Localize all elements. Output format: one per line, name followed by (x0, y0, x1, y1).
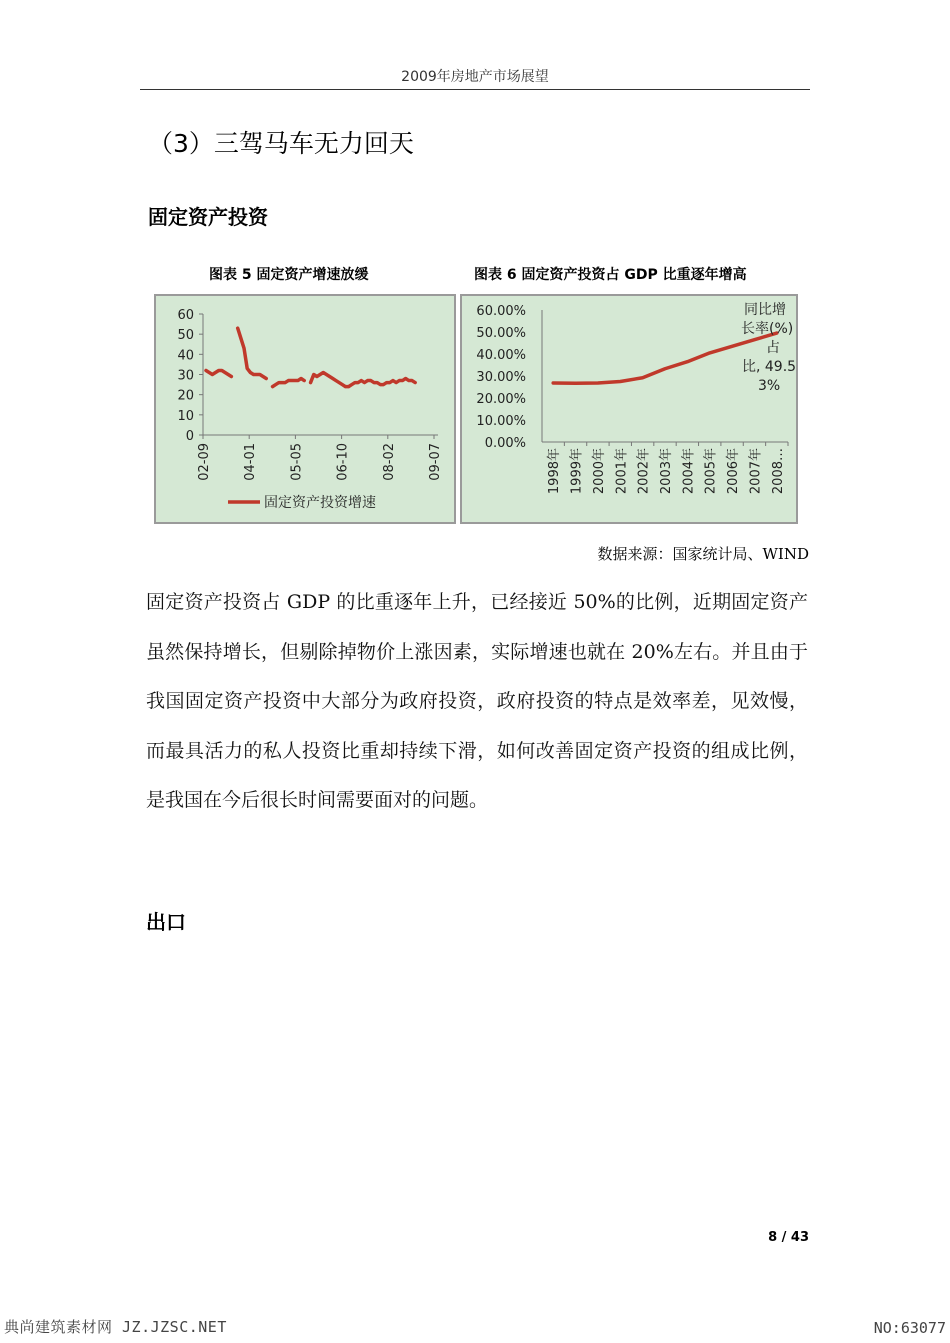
chart5-y-tick-label: 0 (185, 429, 194, 444)
chart5-y-tick-label: 10 (177, 408, 194, 424)
chart6-box (460, 294, 798, 524)
chart6-x-tick-label: 2000年 (591, 448, 607, 495)
chart6-x-tick-label: 2004年 (681, 448, 697, 495)
chart6-data-label-line: 3% (758, 378, 781, 394)
chart5-caption: 图表 5 固定资产增速放缓 (209, 267, 369, 283)
chart6-y-tick-label: 50.00% (476, 326, 526, 341)
chart6-x-tick-label: 2008… (770, 448, 786, 495)
chart5-x-tick-label: 08-02 (381, 443, 397, 481)
chart6-x-tick-label: 2002年 (636, 448, 652, 495)
chart5-x-tick-label: 02-09 (197, 443, 212, 481)
chart6-x-tick-label: 2005年 (703, 448, 719, 495)
chart6-x-tick-label: 2006年 (726, 448, 742, 495)
chart6-data-label-line: 比, 49.5 (742, 359, 796, 375)
chart6-x-tick-label: 2001年 (614, 448, 630, 495)
chart6-x-tick-label: 1999年 (569, 448, 585, 495)
chart6-svg (462, 296, 796, 522)
section-title: （3）三驾马车无力回天 (148, 129, 414, 158)
chart6-data-label-line: 占 (766, 340, 780, 356)
page-number: 8 / 43 (768, 1230, 809, 1245)
chart5-x-tick-label: 06-10 (335, 443, 351, 481)
chart6-data-label-line: 长率(%) (741, 321, 794, 337)
chart6-y-tick-label: 40.00% (476, 348, 526, 363)
chart5-y-tick-label: 20 (177, 388, 194, 404)
chart5-y-tick-label: 50 (177, 328, 194, 344)
chart6-y-tick-label: 10.00% (476, 414, 526, 429)
chart6-x-tick-label: 2007年 (748, 448, 764, 495)
body-paragraph: 固定资产投资占 GDP 的比重逐年上升，已经接近 50%的比例，近期固定资产虽然保持增长，但剔除掉物价上涨因素，实际增速也就在 20%左右。并且由于我国固定资产投资中大部分为政府投资，政府投资的特点是效率差，见效慢，而最具活力的私人投资比重却持续下滑，如何改善固定资产投资的组成比例，是我国在今后很长时间需要面对的问题。 (146, 591, 808, 811)
chart6-y-tick-label: 30.00% (476, 370, 526, 385)
chart5-series-line (273, 379, 305, 387)
subheading-fixed-investment: 固定资产投资 (148, 205, 268, 229)
data-source-note: 数据来源：国家统计局、WIND (597, 545, 809, 563)
chart5-box (154, 294, 456, 524)
chart5-y-tick-label: 40 (177, 348, 194, 364)
chart6-y-tick-label: 20.00% (476, 392, 526, 407)
chart5-series-line (206, 370, 231, 376)
chart5-x-tick-label: 04-01 (243, 443, 259, 481)
chart5-legend-label: 固定资产投资增速 (264, 495, 376, 511)
chart6-data-label-line: 同比增 (744, 302, 786, 318)
chart5-y-tick-label: 60 (177, 308, 194, 323)
watermark-right: NO:63077 (873, 1319, 946, 1337)
chart5-svg (156, 296, 454, 522)
chart6-y-tick-label: 60.00% (476, 304, 526, 319)
chart5-y-tick-label: 30 (177, 368, 194, 384)
header-rule (140, 89, 810, 90)
chart5-series-line (311, 372, 416, 386)
chart5-series-line (238, 328, 267, 378)
chart5-x-tick-label: 09-07 (428, 443, 443, 481)
watermark-left: 典尚建筑素材网 JZ.JZSC.NET (4, 1318, 227, 1336)
subheading-exports: 出口 (146, 910, 186, 934)
chart6-x-tick-label: 2003年 (659, 448, 674, 495)
chart6-x-tick-label: 1998年 (547, 448, 563, 495)
chart6-caption: 图表 6 固定资产投资占 GDP 比重逐年增高 (474, 267, 747, 283)
chart6-y-tick-label: 0.00% (484, 436, 526, 451)
chart5-x-tick-label: 05-05 (289, 443, 305, 481)
header-title: 2009年房地产市场展望 (401, 69, 549, 85)
